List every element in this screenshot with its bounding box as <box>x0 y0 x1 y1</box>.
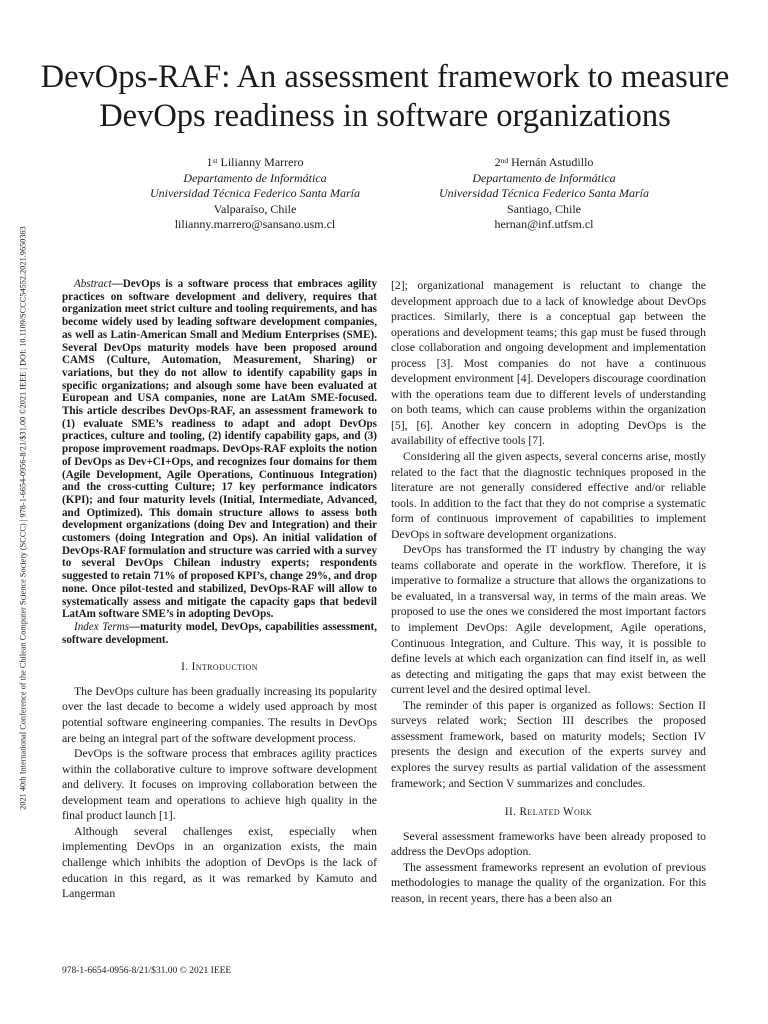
author-ordinal: st <box>212 156 218 165</box>
paper-title: DevOps-RAF: An assessment framework to measure DevOps readiness in software organizations <box>40 59 730 134</box>
author-location: Valparaíso, Chile <box>213 201 297 216</box>
copyright-footer: 978-1-6654-0956-8/21/$31.00 © 2021 IEEE <box>62 966 232 976</box>
body-paragraph: Considering all the given aspects, several concerns arise, mostly related to the fact that the diagnostic techniques proposed in the literature are not generally considered effective and/or reliable tools. In addition to the fact that they do not comprise a systematic form of continuous improvement of capabilities to implement DevOps in software development organizations. <box>391 450 706 541</box>
author-number: 1 <box>206 155 213 169</box>
doi-side-note-text: 2021 40th International Conference of the Chilean Computer Science Society (SCCC) | 978-1-6654-0956-8/21/$31.00 ©2021 IEEE | DOI: 10.1109/SCCC54552.2021.9650363 <box>18 226 28 810</box>
doi-side-note <box>16 148 30 888</box>
author-name-line <box>105 155 405 171</box>
body-paragraph: The reminder of this paper is organized as follows: Section II surveys related work; Section III describes the proposed assessment framework, based on maturity models; Section IV presents the design and execution of the experts survey and explores the survey results as partial validation of the assessment framework; and Section V summarizes and concludes. <box>391 698 706 790</box>
abstract-text: —DevOps is a software process that embraces agility practices on software development and delivery, requires that organization meet strict culture and tooling requirements, and has become widely used by leading software development companies, as well as Latin-American Small and Medium Enterprises (SME). Several DevOps maturity models have been proposed around CAMS (Culture, Automation, Measurement, Sharing) or variations, but they do not allow to identify capability gaps in specific organizations; and alsough some have been evaluated at European and USA companies, none are LatAm SME-focused. This article describes DevOps-RAF, an assessment framework to (1) evaluate SME’s readiness to adapt and adopt DevOps practices, culture and tooling, (2) identify capability gaps, and (3) propose improvement roadmaps. DevOps-RAF exploits the notion of DevOps as Dev+CI+Ops, and recognizes four domains for them (Agile Development, Agile Operations, Continuous Integration) and the cross-cutting Culture; 17 key performance indicators (KPI); and four maturity levels (Initial, Intermediate, Advanced, and Optimized). This domain structure allows to assess both development organizations (doing Dev and Integration) and their customers (doing Integration and Ops). An initial validation of DevOps-RAF formulation and structure was carried with a survey to several DevOps Chilean industry experts; respondents suggested to retain 71% of proposed KPI’s, change 29%, and drop none. Once pilot-tested and stabilized, DevOps-RAF will allow to systematically assess and mitigate the capacity gaps that bedevil LatAm software SME’s in adopting DevOps. <box>62 278 377 621</box>
author-department: Departamento de Informática <box>472 170 616 185</box>
abstract-label: Abstract <box>74 278 112 290</box>
author-university: Universidad Técnica Federico Santa María <box>150 186 360 201</box>
author-block-1 <box>105 155 405 233</box>
author-location: Santiago, Chile <box>507 201 581 216</box>
index-terms-text: —maturity model, DevOps, capabilities assessment, software development. <box>62 620 377 646</box>
body-paragraph: Several assessment frameworks have been already proposed to address the DevOps adoption. <box>391 829 706 859</box>
author-department: Departamento de Informática <box>183 170 327 185</box>
abstract <box>62 278 377 621</box>
author-block-2 <box>394 155 694 233</box>
index-terms-label: Index Terms <box>74 620 130 633</box>
author-name: Lilianny Marrero <box>220 155 304 169</box>
body-paragraph: Although several challenges exist, especially when implementing DevOps in an organization exists, the main challenge which inhibits the adoption of DevOps is the lack of education in this regard, as it was remarked by Kamuto and Langerman <box>62 824 377 901</box>
author-name-line <box>394 155 694 171</box>
right-column <box>391 278 706 906</box>
body-paragraph: DevOps has transformed the IT industry by changing the way teams collaborate and operate in the workflow. Therefore, it is imperative to formalize a structure that allows the organizations to be evaluated, in a transversal way, in terms of the main areas. We proposed to use the ones we considered the most important factors to implement DevOps: Agile development, Agile operations, Continuous Integration, and Culture. This way, it is possible to define levels at which each organization can find itself in, as well as detecting and mitigating the gaps that may exist between the current level and the desired optimal level. <box>391 543 706 697</box>
body-paragraph: The DevOps culture has been gradually increasing its popularity over the last decade to become a widely used approach by most potential software engineering companies. The results in DevOps are being an integral part of the software development process. <box>62 684 377 745</box>
body-paragraph: DevOps is the software process that embraces agility practices within the collaborative culture to improve software development and delivery. It focuses on improving collaboration between the development team and operations to achieve high quality in the final product launch [1]. <box>62 747 377 823</box>
section-heading-introduction: I. Introduction <box>181 661 258 674</box>
body-paragraph: [2]; organizational management is reluctant to change the development approach due to a lack of knowledge about DevOps practices. Similarly, there is a conceptual gap between the operations and development teams; this gap must be fused through close collaboration and ongoing development and implementation process [3]. Most companies do not have a continuous development environment [4]. Developers discourage coordination with the operations team due to different levels of understanding on both teams, which can cause problems within the organization [5], [6]. Another key concern in adopting DevOps is the availability of effective tools [7]. <box>391 279 706 448</box>
author-email: hernan@inf.utfsm.cl <box>494 217 594 232</box>
index-terms <box>62 621 377 646</box>
author-name: Hernán Astudillo <box>511 155 594 169</box>
body-paragraph: The assessment frameworks represent an evolution of previous methodologies to manage the quality of the organization. For this reason, in recent years, there has a been also an <box>391 860 706 905</box>
author-university: Universidad Técnica Federico Santa María <box>439 186 649 201</box>
author-ordinal: nd <box>500 156 509 165</box>
left-column <box>62 278 377 902</box>
author-email: lilianny.marrero@sansano.usm.cl <box>174 217 336 232</box>
section-heading-related-work: II. Related Work <box>504 806 593 819</box>
author-number: 2 <box>494 155 501 169</box>
